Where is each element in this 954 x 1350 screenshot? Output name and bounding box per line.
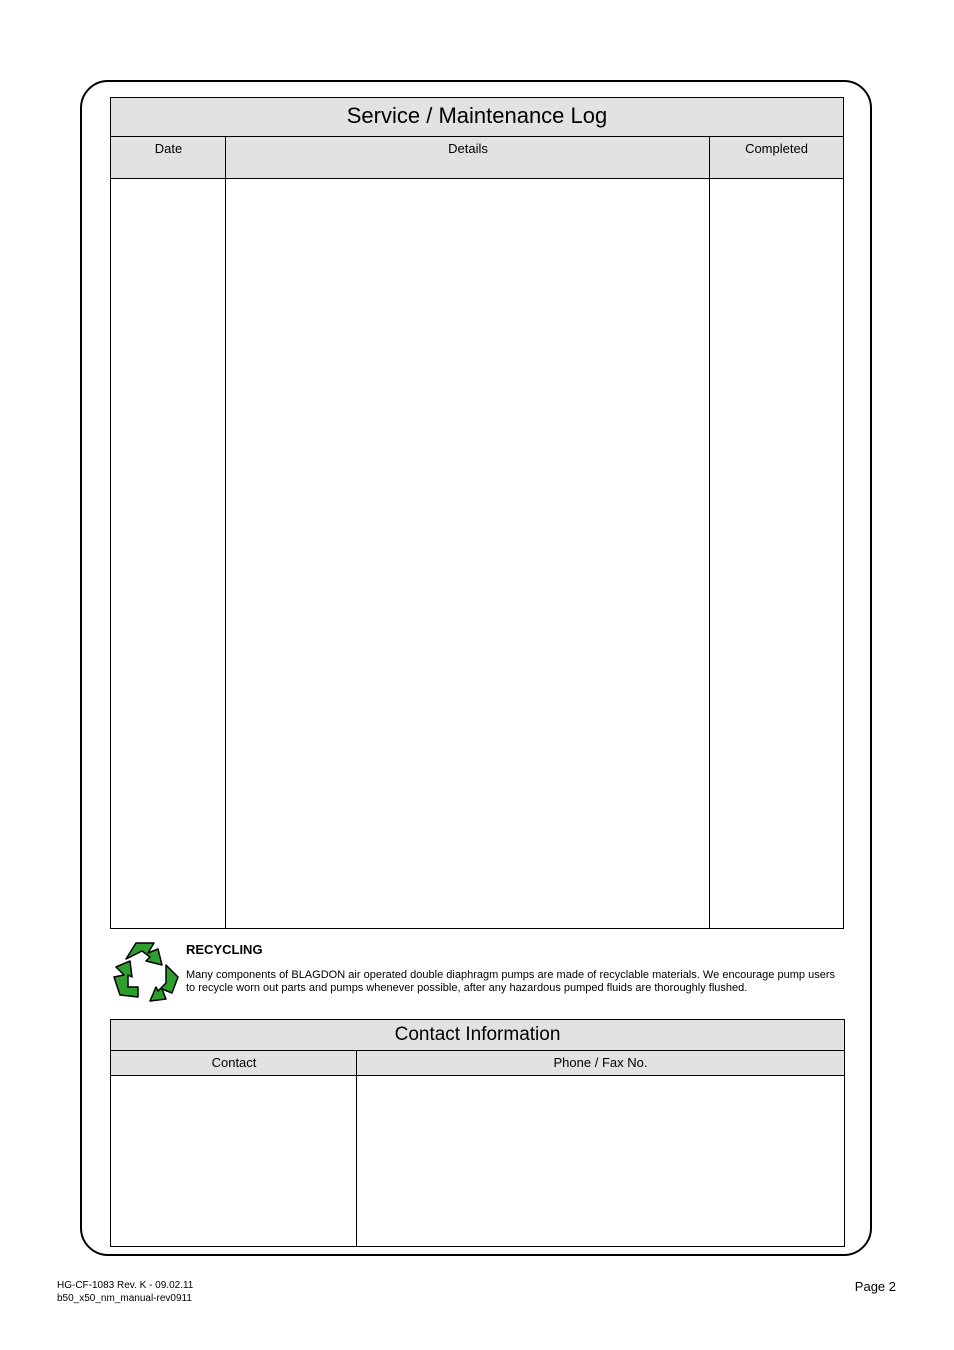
column-header-date: Date [111, 137, 226, 179]
column-header-details: Details [226, 137, 710, 179]
service-log-title: Service / Maintenance Log [111, 98, 843, 137]
page-number: Page 2 [854, 1279, 896, 1294]
footer-doc-info [57, 1279, 193, 1305]
file-name: b50_x50_nm_manual-rev0911 [57, 1293, 192, 1304]
column-header-phone-fax: Phone / Fax No. [357, 1051, 844, 1076]
contact-title: Contact Information [111, 1020, 844, 1051]
column-header-completed: Completed [710, 137, 843, 179]
column-divider [356, 1051, 357, 1246]
recycle-icon [112, 937, 182, 1007]
service-log-table [110, 97, 844, 929]
column-divider [709, 137, 710, 928]
recycling-heading: RECYCLING [186, 942, 263, 957]
recycling-text: Many components of BLAGDON air operated double diaphragm pumps are made of recyclable materials. We encourage pump users to recycle worn out parts and pumps whenever possible, after any hazardous pumped fluids are thoroughly flushed. [186, 969, 835, 994]
column-divider [225, 137, 226, 928]
contact-table [110, 1019, 845, 1247]
doc-code: HG-CF-1083 Rev. K - 09.02.11 [57, 1280, 194, 1291]
column-header-contact: Contact [111, 1051, 357, 1076]
